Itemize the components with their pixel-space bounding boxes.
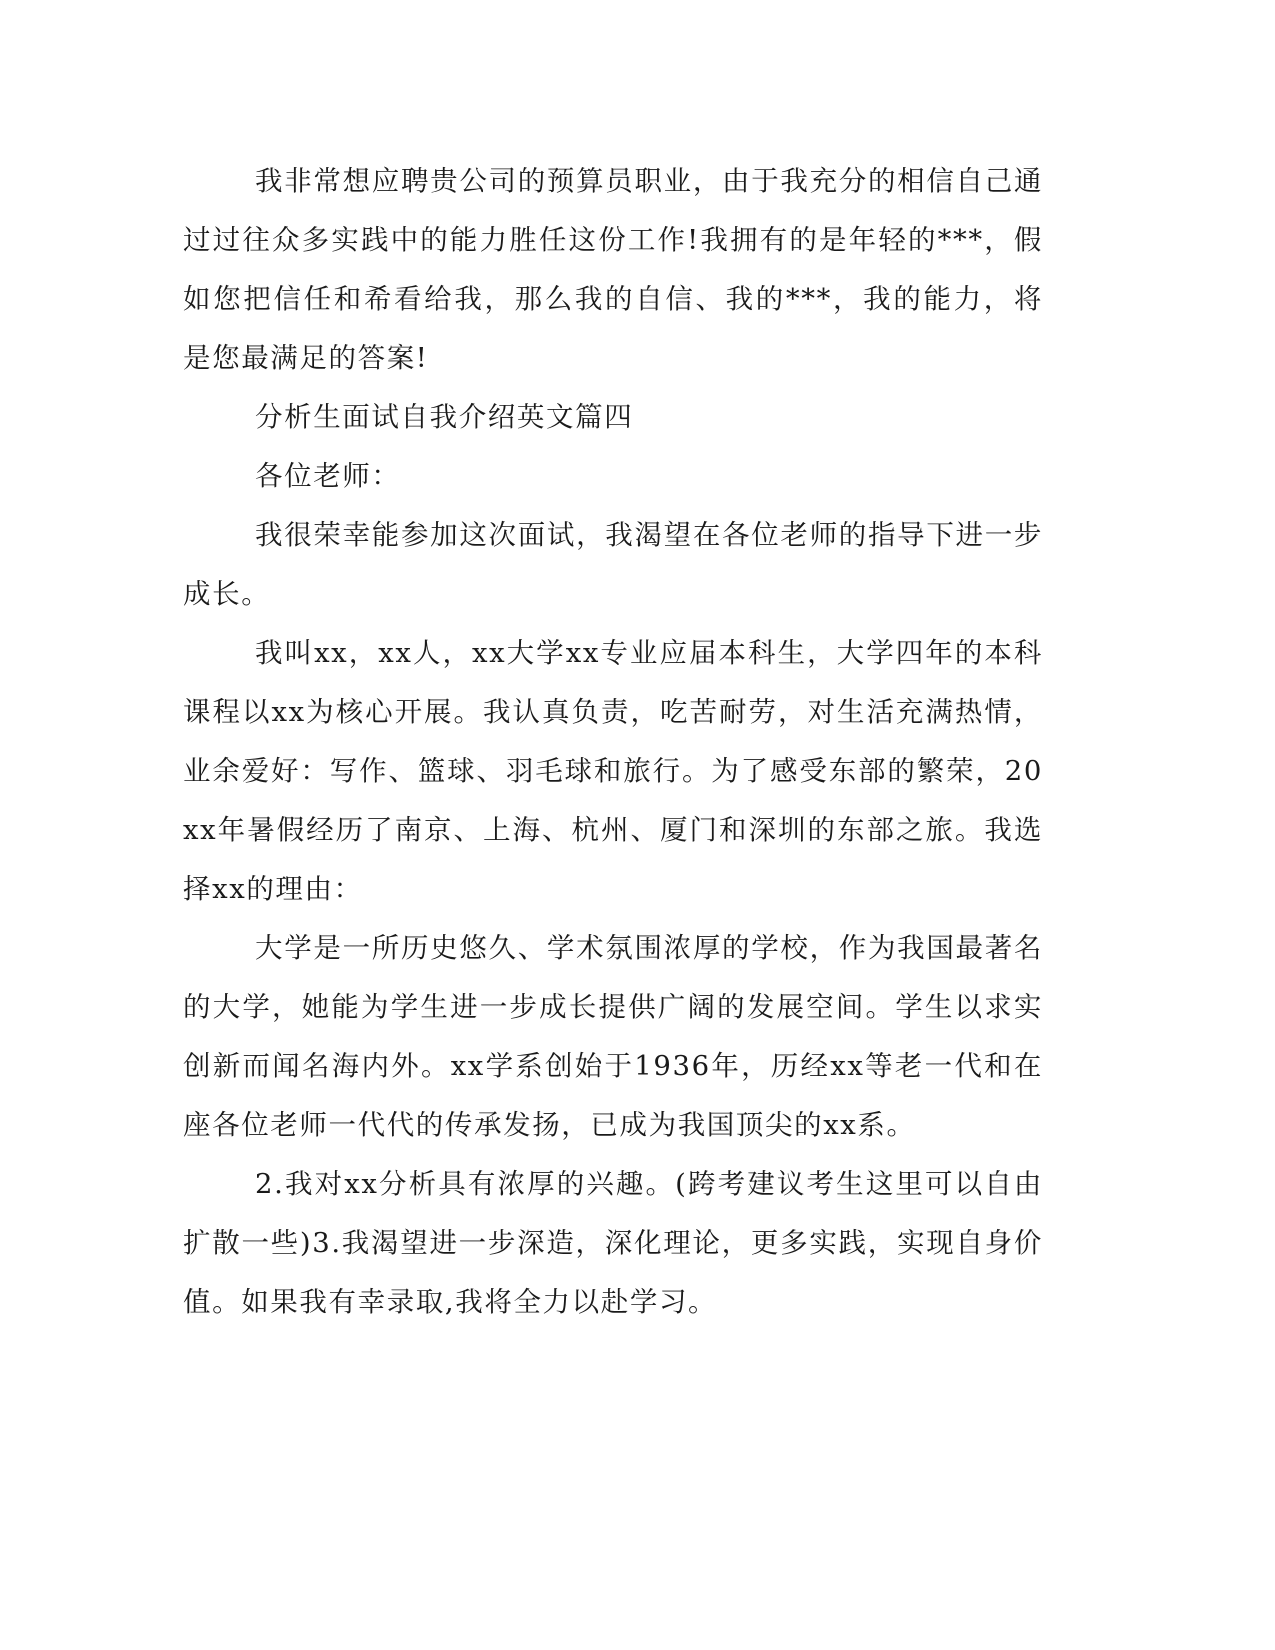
section-heading: 分析生面试自我介绍英文篇四 — [255, 401, 634, 433]
document-body — [183, 152, 1043, 1332]
paragraph-interest-and-goal: 2.我对xx分析具有浓厚的兴趣。(跨考建议考生这里可以自由扩散一些)3.我渴望进一步深造，深化理论，更多实践，实现自身价值。如果我有幸录取,我将全力以赴学习。 — [183, 1168, 1043, 1318]
paragraph-opening: 我很荣幸能参加这次面试，我渴望在各位老师的指导下进一步成长。 — [183, 519, 1043, 610]
salutation: 各位老师： — [255, 460, 401, 492]
paragraph-application-closing: 我非常想应聘贵公司的预算员职业，由于我充分的相信自己通过过往众多实践中的能力胜任这份工作!我拥有的是年轻的***，假如您把信任和希看给我，那么我的自信、我的***，我的能力，将是您最满足的答案! — [183, 165, 1043, 374]
paragraph-self-introduction: 我叫xx，xx人，xx大学xx专业应届本科生，大学四年的本科课程以xx为核心开展。我认真负责，吃苦耐劳，对生活充满热情，业余爱好：写作、篮球、羽毛球和旅行。为了感受东部的繁荣，20xx年暑假经历了南京、上海、杭州、厦门和深圳的东部之旅。我选择xx的理由： — [183, 637, 1043, 905]
paragraph-university-reason: 大学是一所历史悠久、学术氛围浓厚的学校，作为我国最著名的大学，她能为学生进一步成长提供广阔的发展空间。学生以求实创新而闻名海内外。xx学系创始于1936年，历经xx等老一代和在座各位老师一代代的传承发扬，已成为我国顶尖的xx系。 — [183, 932, 1043, 1141]
